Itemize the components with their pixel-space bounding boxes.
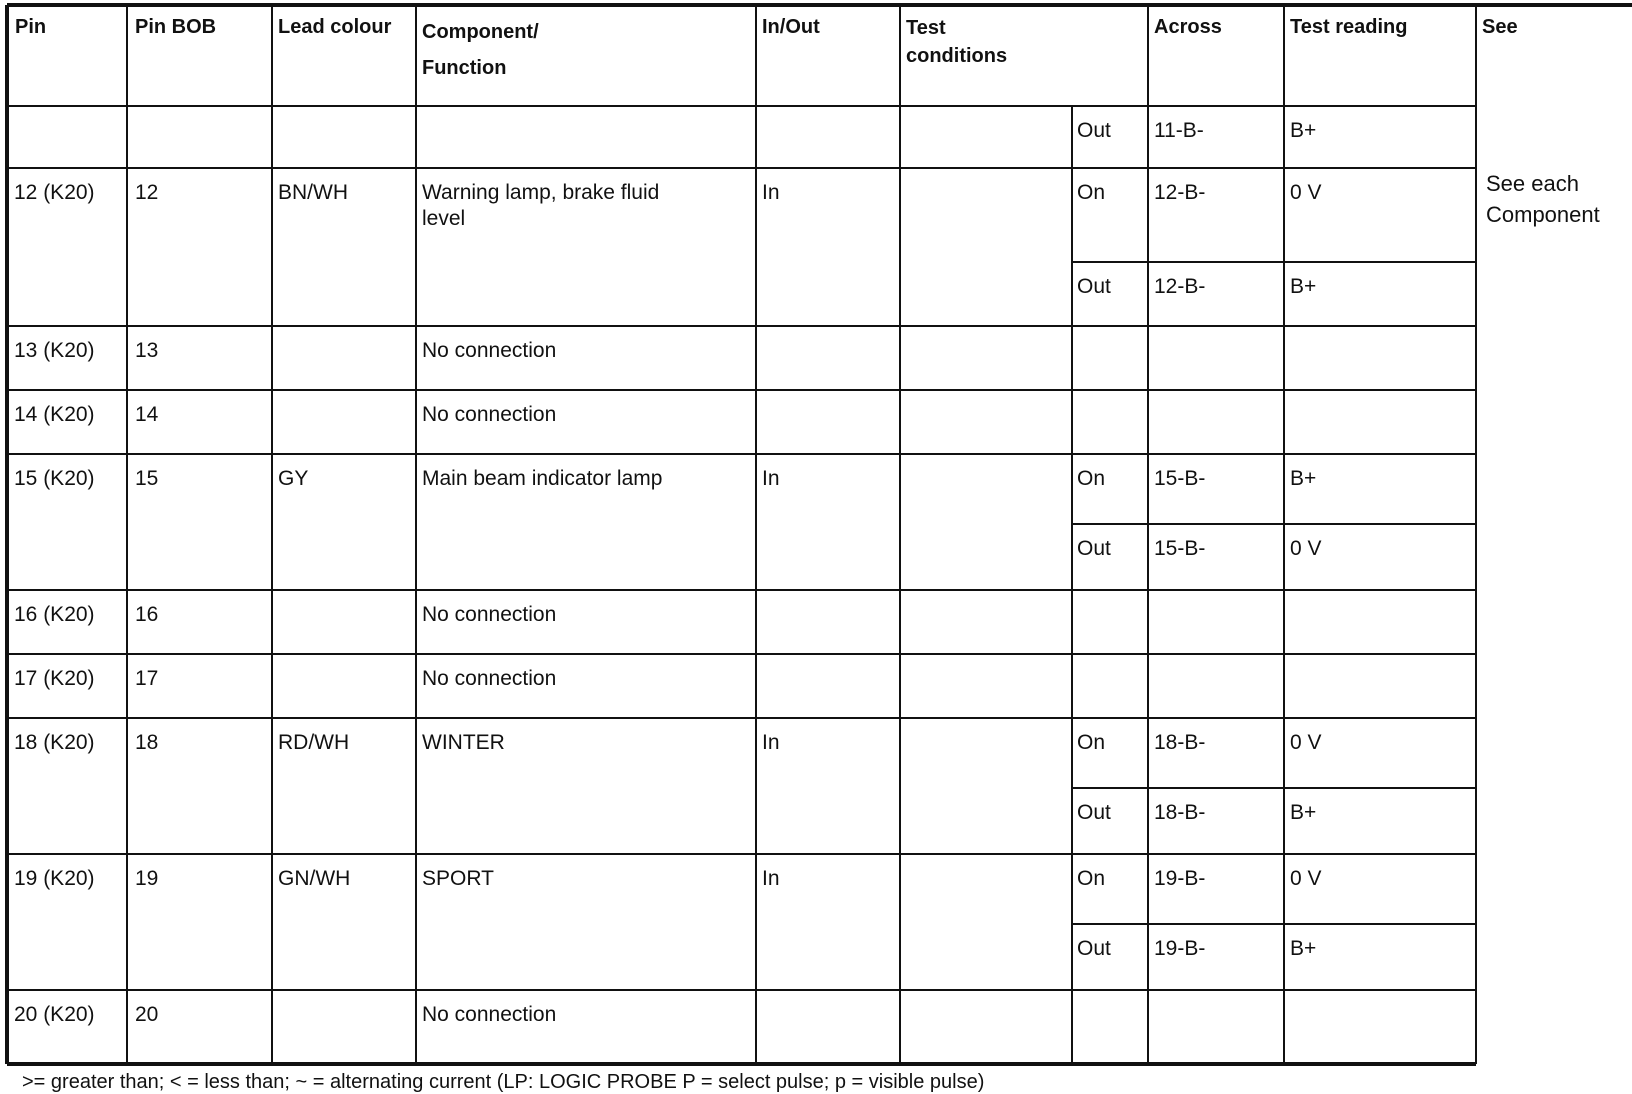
row-state: On	[1077, 181, 1106, 204]
row-pin-bob: 15	[135, 467, 159, 490]
row-test-reading: B+	[1290, 119, 1317, 142]
row-in-out: In	[762, 867, 780, 890]
row-pin: 13 (K20)	[14, 339, 95, 362]
row-test-reading: B+	[1290, 467, 1317, 490]
header-lead-colour: Lead colour	[278, 16, 392, 38]
row-state: Out	[1077, 119, 1111, 142]
row-component: No connection	[422, 339, 557, 362]
row-across: 15-B-	[1154, 537, 1206, 560]
row-state: Out	[1077, 937, 1111, 960]
row-component: WINTER	[422, 731, 505, 754]
row-pin: 14 (K20)	[14, 403, 95, 426]
row-across: 11-B-	[1154, 119, 1204, 142]
row-pin-bob: 20	[135, 1003, 159, 1026]
row-state: Out	[1077, 537, 1111, 560]
row-across: 12-B-	[1154, 181, 1206, 204]
row-state: On	[1077, 731, 1106, 754]
row-lead-colour: RD/WH	[278, 731, 350, 754]
row-across: 12-B-	[1154, 275, 1206, 298]
row-pin: 16 (K20)	[14, 603, 95, 626]
row-pin-bob: 13	[135, 339, 159, 362]
header-see: See	[1482, 16, 1518, 38]
row-lead-colour: GY	[278, 467, 309, 490]
row-component: SPORT	[422, 867, 494, 890]
row-pin: 17 (K20)	[14, 667, 95, 690]
row-state: Out	[1077, 275, 1111, 298]
row-pin-bob: 19	[135, 867, 159, 890]
row-across: 18-B-	[1154, 801, 1206, 824]
row-test-reading: B+	[1290, 937, 1317, 960]
row-test-reading: 0 V	[1290, 181, 1322, 204]
header-component-function: Component/ Function	[422, 21, 539, 79]
row-test-reading: 0 V	[1290, 537, 1322, 560]
header-in-out: In/Out	[762, 16, 820, 38]
row-component: No connection	[422, 403, 557, 426]
row-state: On	[1077, 867, 1106, 890]
row-pin-bob: 17	[135, 667, 159, 690]
row-across: 19-B-	[1154, 867, 1206, 890]
row-pin: 15 (K20)	[14, 467, 95, 490]
row-pin: 20 (K20)	[14, 1003, 95, 1026]
row-test-reading: B+	[1290, 801, 1317, 824]
header-test-reading: Test reading	[1290, 16, 1408, 38]
row-component: No connection	[422, 603, 557, 626]
row-pin: 19 (K20)	[14, 867, 95, 890]
row-state: On	[1077, 467, 1106, 490]
row-pin: 18 (K20)	[14, 731, 95, 754]
row-component: No connection	[422, 1003, 557, 1026]
row-lead-colour: BN/WH	[278, 181, 348, 204]
see-each-component-note: See each Component	[1486, 171, 1600, 227]
footnote: >= greater than; < = less than; ~ = alternating current (LP: LOGIC PROBE P = select pulse; p = visible pulse)	[22, 1071, 985, 1093]
row-in-out: In	[762, 467, 780, 490]
row-pin-bob: 12	[135, 181, 159, 204]
row-test-reading: 0 V	[1290, 867, 1322, 890]
row-state: Out	[1077, 801, 1111, 824]
row-test-reading: B+	[1290, 275, 1317, 298]
row-test-reading: 0 V	[1290, 731, 1322, 754]
row-pin-bob: 18	[135, 731, 159, 754]
header-test-conditions: Test conditions	[906, 17, 1008, 67]
row-pin: 12 (K20)	[14, 181, 95, 204]
row-pin-bob: 14	[135, 403, 159, 426]
row-across: 19-B-	[1154, 937, 1206, 960]
row-lead-colour: GN/WH	[278, 867, 351, 890]
row-component: Main beam indicator lamp	[422, 467, 663, 490]
row-component: Warning lamp, brake fluid level	[422, 181, 660, 230]
header-pin: Pin	[15, 16, 47, 38]
header-across: Across	[1154, 16, 1222, 38]
row-in-out: In	[762, 181, 780, 204]
header-pin-bob: Pin BOB	[135, 16, 217, 38]
row-pin-bob: 16	[135, 603, 159, 626]
row-across: 18-B-	[1154, 731, 1206, 754]
row-in-out: In	[762, 731, 780, 754]
row-across: 15-B-	[1154, 467, 1206, 490]
row-component: No connection	[422, 667, 557, 690]
